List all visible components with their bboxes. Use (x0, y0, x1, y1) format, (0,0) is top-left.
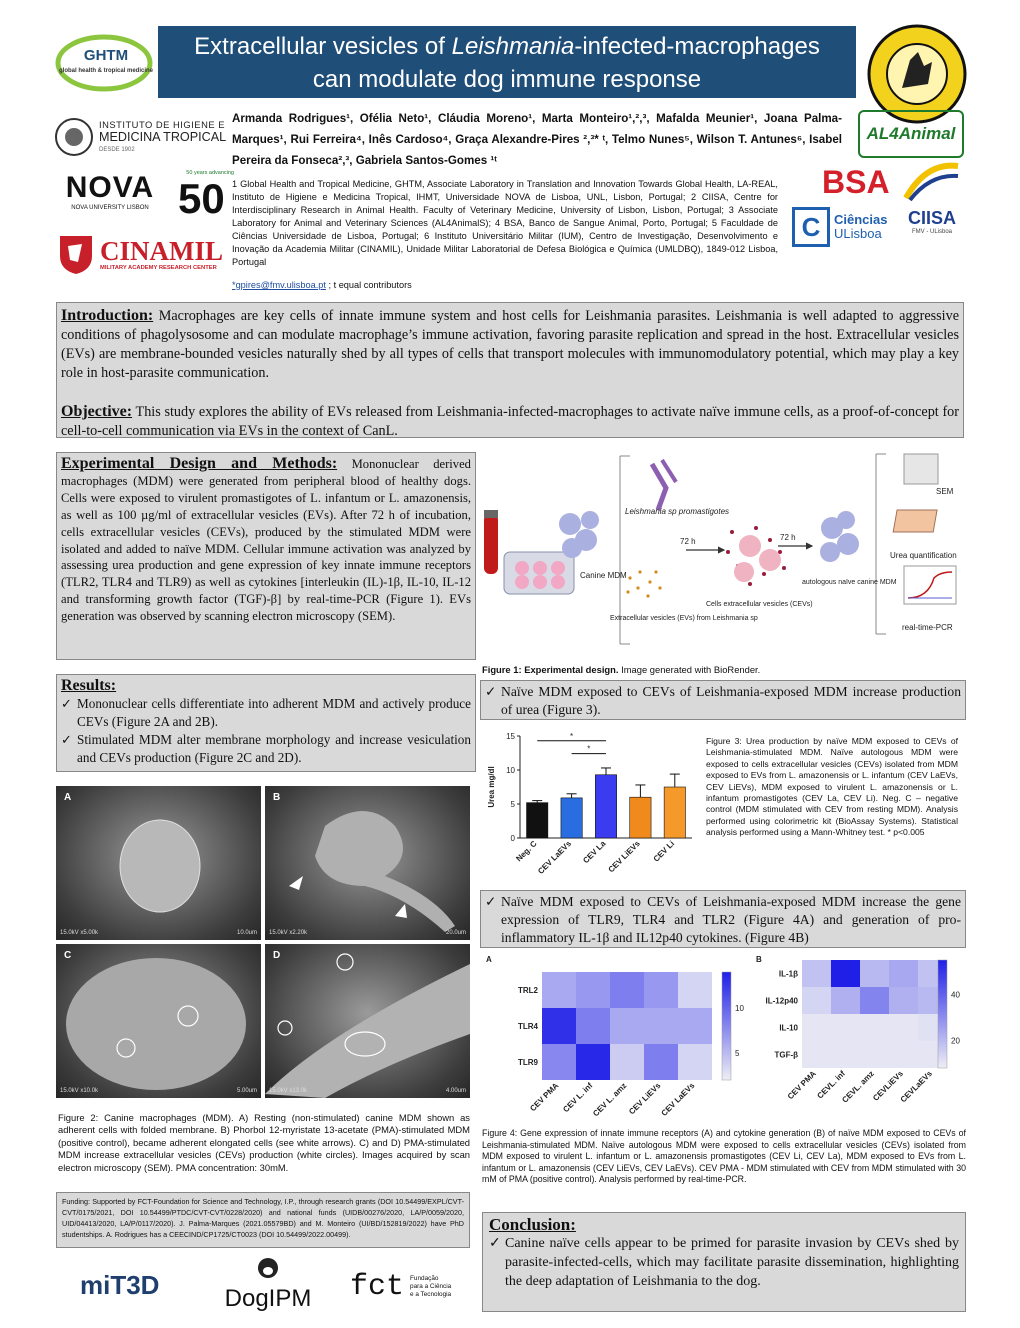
sem-label: SEM (936, 487, 954, 496)
72h-label-b: 72 h (780, 533, 796, 542)
heatmap-b (750, 950, 968, 1126)
heat-cell (860, 960, 889, 987)
promastigotes-label: Leishmania sp promastigotes (625, 507, 730, 516)
figure4-caption: Figure 4: Gene expression of innate immune receptors (A) and cytokine generation (B) of naïve MDM exposed to CEVs of Leishmania-stimulated MDM. Naïve autologous MDM were exposed to cells extracellular vesicles (CEVs) isolated from MDM exposed to virulent L. infantum or L. amazonensis promastigotes (CEV Li, CEV La), MDM exposed to EVs from L. infantum or L. amazonensis (CEV LiEVs, CEV LaEVs). CEV PMA - MDM stimulated with CEV from MDM stimulated with 30 mM of PMA (positive control). Analysis performed by real-time-PCR. (482, 1128, 966, 1185)
al4-text: AL4Animal (866, 124, 956, 143)
heat-cell (860, 1041, 889, 1068)
author-list: Armanda Rodrigues¹, Ofélia Neto¹, Cláudia Moreno¹, Marta Monteiro¹,²,³, Mafalda Meunier¹, Joana Palma-Marques¹, Rui Ferreira⁴, Inês Cardoso⁴, Graça Alexandre-Pires ²,³* ᵗ, Telmo Nunes⁵, Wilson T. Antunes⁶, Isabel Pereira da Fonseca²,³, Gabriela Santos-Gomes ¹ᵗ (232, 112, 842, 167)
col-label: CEV LaEVs (659, 1081, 697, 1118)
urea-bar-chart (480, 726, 702, 886)
y-tick-label: 10 (506, 766, 515, 775)
y-axis-label: Urea mg/dl (487, 766, 496, 808)
heat-cell (678, 1008, 712, 1044)
mit3d-text: miT3D (80, 1269, 160, 1300)
heatmap-a-svg (480, 950, 772, 1126)
x-tick-label: CEV La (581, 839, 608, 866)
nova-logo (58, 172, 162, 220)
ciisa-swoosh-icon (902, 162, 962, 202)
ihmt-logo (54, 114, 230, 160)
results-heading: Results: (61, 677, 117, 694)
intro-text: Macrophages are key cells of innate immune system and host cells for Leishmania parasites. Leishmania is well adapted to aggressive conditions of phagolysosome and can modulate macrophage’s immune activation, favoring parasite replication and spread in the host. Extracellular vesicles (EVs) are membrane-bounded vesicles naturally shed by all types of cells that transport molecules with immunomodulatory potential, which may play a key role in host-parasite communication. (61, 308, 959, 381)
heatmap-b-svg (750, 950, 968, 1126)
heat-cell (831, 1041, 860, 1068)
heat-cell (860, 1014, 889, 1041)
objective-heading: Objective: (61, 403, 133, 420)
conclusion-heading: Conclusion: (489, 1215, 576, 1234)
objective-text: This study explores the ability of EVs released from Leishmania-infected-macrophages to activate naïve immune cells, as a proof-of-concept for cell-to-cell communication via EVs in the context of CanL. (61, 404, 959, 439)
cinamil-logo (56, 230, 234, 278)
results-item: ✓ Mononuclear cells differentiate into adherent MDM and actively produce CEVs (Figure 2A and 2B). (61, 696, 471, 729)
heat-cell (542, 972, 576, 1008)
ciencias-text: Ciências (834, 212, 888, 227)
panel-label: B (756, 955, 762, 964)
contact-email-line (232, 280, 412, 290)
72h-label-a: 72 h (680, 537, 696, 546)
sig-star: * (570, 731, 574, 741)
nova-text: NOVA (65, 171, 155, 204)
heat-cell (831, 987, 860, 1014)
equal-contributors-note: ; t equal contributors (325, 280, 412, 290)
col-label: CEV L. inf (561, 1081, 595, 1115)
ciencias-logo (792, 206, 898, 248)
urea-result-box (480, 680, 966, 720)
fct-sub1: Fundação (410, 1275, 439, 1282)
heat-cell (576, 1044, 610, 1080)
bsa-text: BSA (822, 164, 890, 200)
ihmt-line3: DESDE 1902 (99, 146, 135, 153)
ghtm-swoosh-icon (54, 30, 154, 96)
heat-cell (889, 960, 918, 987)
autologous-label: autologous naïve canine MDM (802, 579, 897, 586)
row-label: IL-12p40 (765, 996, 798, 1006)
fifty-years-logo (178, 170, 234, 226)
y-tick-label: 15 (506, 732, 515, 741)
col-label: CEV LiEVs (627, 1081, 663, 1117)
heat-cell (889, 1041, 918, 1068)
row-label: TLR4 (518, 1022, 538, 1031)
checkmark-icon: ✓ (61, 732, 73, 747)
fifty-sub: 50 years advancing (186, 170, 234, 176)
heat-cell (802, 960, 831, 987)
sem-panel-a: A 15.0kV x5.00k 10.0um (56, 786, 261, 940)
conclusion-section (482, 1212, 966, 1312)
heat-cell (610, 1044, 644, 1080)
heat-cell (889, 987, 918, 1014)
ciisa-logo (900, 162, 964, 248)
ghtm-text: GHTM (83, 47, 129, 64)
dogipm-text: DogIPM (224, 1285, 312, 1312)
pcr-label: real-time-PCR (902, 623, 953, 632)
heat-cell (831, 960, 860, 987)
ghtm-logo (54, 30, 154, 96)
fct-text: fct (350, 1270, 405, 1304)
heat-cell (610, 1008, 644, 1044)
fct-sub3: e a Tecnologia (410, 1291, 452, 1298)
dog-icon (253, 1256, 283, 1280)
lion-shield-icon (56, 232, 96, 276)
cinamil-text: CINAMIL (100, 236, 224, 266)
figure2-caption: Figure 2: Canine macrophages (MDM). A) Resting (non-stimulated) canine MDM shown as adherent cells with folded membrane. B) Phorbol 12-myristate 13-acetate (PMA)-stimulated MDM (positive control), became adherent elongated cells (see white arrows). C) and D) PMA-stimulated MDM increase extracellular vesicles (CEVs) production (white circles). Images acquired by scan electron microscopy (SEM). PMA concentration: 30mM. (58, 1112, 470, 1173)
checkmark-icon: ✓ (485, 894, 497, 909)
dogipm-logo (214, 1256, 322, 1312)
fct-logo (350, 1266, 480, 1308)
heat-cell (678, 1044, 712, 1080)
contact-email-link[interactable]: *gpires@fmv.ulisboa.pt (232, 280, 326, 290)
colorbar (938, 960, 947, 1068)
sig-star: * (587, 744, 591, 754)
colorbar-tick-label: 10 (735, 1004, 744, 1013)
heat-cell (678, 972, 712, 1008)
fifty-text: 50 (178, 175, 225, 222)
checkmark-icon: ✓ (61, 696, 73, 711)
title-line-2: can modulate dog immune response (312, 66, 702, 93)
checkmark-icon: ✓ (489, 1236, 501, 1251)
x-tick-label: Neg. C (514, 839, 539, 864)
ihmt-line1: INSTITUTO DE HIGIENE E (99, 118, 225, 130)
methods-section (56, 452, 476, 660)
x-tick-label: CEV LaEVs (536, 839, 574, 876)
figure1-caption: Figure 1: Experimental design. Image generated with BioRender. (482, 664, 761, 675)
results-item: ✓ Stimulated MDM alter membrane morphology and increase vesiculation and CEVs production (Figure 2C and 2D). (61, 732, 471, 765)
ulisboa-text: ULisboa (834, 226, 882, 241)
colorbar-tick-label: 5 (735, 1049, 740, 1058)
ihmt-line2: MEDICINA TROPICAL (99, 129, 227, 144)
sem-panel-b: B 15.0kV x2.20k 20.0um (265, 786, 470, 940)
heat-cell (542, 1044, 576, 1080)
ihmt-seal-icon (54, 117, 94, 157)
x-tick-label: CEV LiEVs (606, 839, 642, 875)
sem-panel-c: C 15.0kV x10.0k 5.00um (56, 944, 261, 1098)
x-tick-label: CEV Li (651, 839, 677, 864)
urea-result-text: Naïve MDM exposed to CEVs of Leishmania-exposed MDM increase production of urea (Figure 3). (501, 684, 961, 717)
heat-cell (802, 1014, 831, 1041)
row-label: TRL2 (518, 986, 538, 995)
row-label: IL-1β (778, 969, 798, 979)
heat-cell (802, 1041, 831, 1068)
col-label: CEV L. amz (591, 1081, 629, 1119)
heat-cell (889, 1014, 918, 1041)
results-section (56, 674, 476, 772)
heat-cell (644, 1044, 678, 1080)
y-tick-label: 0 (510, 834, 515, 843)
nova-sub: NOVA UNIVERSITY LISBON (71, 205, 149, 211)
intro-heading: Introduction: (61, 307, 154, 324)
col-label: CEV PMA (785, 1069, 818, 1102)
checkmark-icon: ✓ (485, 684, 497, 699)
mit3d-logo (80, 1262, 184, 1308)
cevs-label: Cells extracellular vesicles (CEVs) (706, 601, 813, 608)
heatmap-a (480, 950, 772, 1126)
y-tick-label: 5 (510, 800, 515, 809)
sem-image-grid (56, 786, 470, 1098)
ciencias-c-icon: C (792, 207, 830, 247)
title-line-1: Extracellular vesicles of Leishmania-infected-macrophages (194, 33, 820, 60)
methods-text: Mononuclear derived macrophages (MDM) were generated from peripheral blood of healthy dogs. Cells were exposed to virulent promastigotes of L. infantum or L. amazonensis, as well as 100 µg/ml of extracellular vesicles (EVs). After 72 h of incubation, cells extracellular vesicles (CEVs), produced by the stimulated MDM were isolated and added to naïve MDM. Cellular immune activation was analyzed by assessing urea production and gene expression of key innate immune receptors (TLR2, TLR4 and TLR9) as well as cytokines [interleukin (IL)-1β, IL-10, IL-12 and transforming growth factor (TGF)-β] by real-time-PCR (Figure 1). EVs generation was observed by scanning electron microscopy (SEM). (61, 457, 471, 624)
cinamil-sub: MILITARY ACADEMY RESEARCH CENTER (100, 265, 217, 271)
experimental-design-svg (480, 448, 968, 662)
evs-label: Extracellular vesicles (EVs) from Leishmania sp (610, 615, 758, 622)
bar-2 (595, 775, 616, 838)
row-label: IL-10 (779, 1023, 798, 1033)
colorbar (722, 972, 731, 1080)
figure3-caption: Figure 3: Urea production by naïve MDM exposed to CEVs of Leishmania-stimulated MDM. Naïve autologous MDM were exposed to cells extracellular vesicles (CEVs) isolated from MDM exposed to EVs from L. amazonensis or L. infantum (CEV LaEVs, CEV LiEVs), MDM exposed to virulent L. amazonensis or L. infantum promastigotes (CEV La, CEV Li). Neg. C – negative control (MDM stimulated with CEV from resting MDM). Analysis performed using colorimetric kit (BioAssay Systems). Statistical analysis performed using a Mann-Whitney test. * p<0.005 (706, 736, 958, 838)
heat-cell (831, 1014, 860, 1041)
row-label: TGF-β (774, 1050, 798, 1060)
al4animals-logo (858, 110, 964, 158)
funding-section: Funding: Supported by FCT-Foundation for Science and Technology, I.P., through research grants (DOI 10.54499/EXPL/CVT-CVT/0175/2021, DOI 10.54499/PTDC/CVT-CVT/0228/2020) and national funds (UIDB/00276/2020, LA/P/0059/2020, UID/04413/2020, LA/P/0117/2020). J. Palma-Marques (2021.05579BD) and M. Monteiro (UI/BD/152819/2022) have PhD studentships. A. Rodrigues has a CEECIND/CP1725/CT0023 (DOI 10.54499/2022.00499). (56, 1192, 470, 1248)
bar-0 (527, 803, 548, 838)
introduction-section (56, 302, 964, 438)
urea-quant-label: Urea quantification (890, 551, 957, 560)
bar-3 (630, 797, 651, 838)
heat-cell (610, 972, 644, 1008)
affiliations: 1 Global Health and Tropical Medicine, GHTM, Associate Laboratory in Translation and Innovation Towards Global Health, LA-REAL, Instituto de Higiene e Medicina Tropical, IHMT, Universidade NOVA de Lisboa, UNL, Lisbon, Portugal; 2 CIISA, Centre for Interdisciplinary Research in Animal Health. Faculty of Veterinary Medicine, University of Lisbon, Lisbon, Portugal; 3 Associate Laboratory for Animal and Veterinary Sciences (AL4AnimalS); 4 BSA, Banco de Sangue Animal, Porto, Portugal; 5 Faculdade de Ciências Universidade de Lisboa, Portugal; 6 Instituto Universitário Militar (IUM), Centro de Investigação, Desenvolvimento e Inovação da Academia Militar (CINAMIL), Unidade Militar Laboratorial de Defesa Biológica e Química (UMLDBQ), 1849-012 Lisboa, Portugal (232, 179, 778, 267)
ciisa-sub: FMV - ULisboa (911, 229, 952, 235)
bsa-logo (822, 164, 902, 200)
ghtm-sub: global health & tropical medicine (58, 68, 154, 74)
heat-cell (644, 1008, 678, 1044)
heat-cell (644, 972, 678, 1008)
bar-1 (561, 798, 582, 838)
heat-cell (542, 1008, 576, 1044)
figure1-diagram (480, 448, 968, 662)
col-label: CEVLaEVs (898, 1069, 934, 1105)
panel-label: A (486, 955, 492, 964)
heat-cell (576, 1008, 610, 1044)
gene-expression-text: Naïve MDM exposed to CEVs of Leishmania-exposed MDM increase the gene expression of TLR9, TLR4 and TLR2 (Figure 4A) and generation of pro-inflammatory IL-1β and IL12p40 cytokines. (Figure 4B) (501, 894, 961, 945)
methods-heading: Experimental Design and Methods: (61, 455, 338, 472)
col-label: CEVL. inf (815, 1069, 847, 1101)
canine-mdm-label: Canine MDM (580, 571, 627, 580)
row-label: TLR9 (518, 1058, 538, 1067)
fct-sub2: para a Ciência (410, 1283, 452, 1290)
col-label: CEVLiEVs (871, 1069, 905, 1103)
bar-4 (664, 787, 685, 838)
objective-paragraph (61, 402, 959, 441)
sem-panel-d: D 15.0kV x13.0k 4.00um (265, 944, 470, 1098)
conclusion-text: Canine naïve cells appear to be primed for parasite invasion by CEVs shed by parasite-infected-cells, which may facilitate parasite dissemination, highlighting the deep adaptation of Leishmania to the dog. (505, 1236, 959, 1289)
colorbar-tick-label: 20 (951, 1036, 960, 1046)
heat-cell (802, 987, 831, 1014)
urea-bar-chart-svg (480, 726, 702, 886)
ciisa-text: CIISA (907, 208, 956, 228)
poster-title (158, 26, 856, 98)
gene-expression-box (480, 890, 966, 948)
colorbar-tick-label: 40 (951, 990, 960, 1000)
col-label: CEVL. amz (840, 1069, 876, 1105)
heat-cell (576, 972, 610, 1008)
col-label: CEV PMA (528, 1081, 561, 1114)
heat-cell (860, 987, 889, 1014)
intro-paragraph (61, 306, 959, 383)
